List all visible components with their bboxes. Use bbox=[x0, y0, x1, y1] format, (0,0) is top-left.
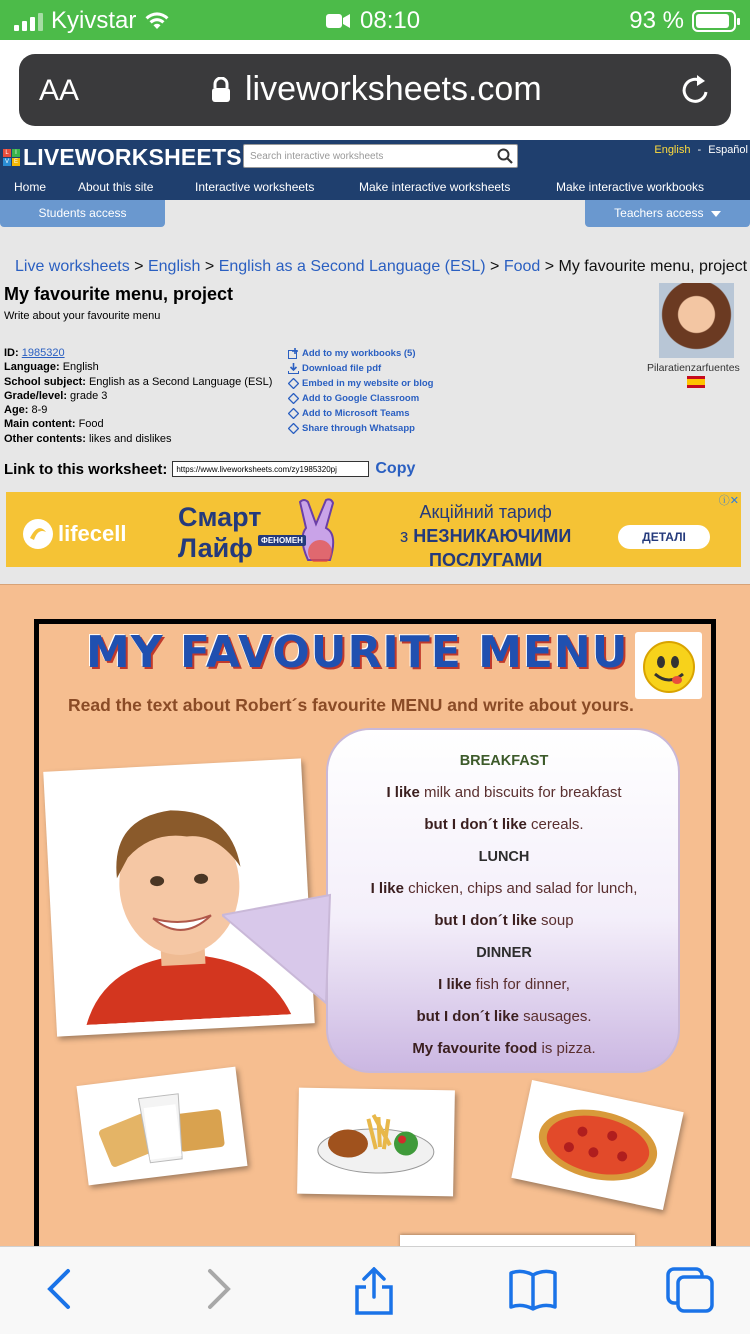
browser-address-area bbox=[0, 40, 750, 140]
access-bar bbox=[0, 200, 750, 228]
whatsapp-share-link[interactable]: Share through Whatsapp bbox=[288, 421, 433, 436]
share-icon[interactable] bbox=[352, 1267, 396, 1315]
lang-english[interactable]: English bbox=[654, 144, 691, 156]
worksheet-description: Write about your favourite menu bbox=[4, 310, 161, 322]
add-to-workbooks-link[interactable]: Add to my workbooks (5) bbox=[288, 346, 433, 361]
ad-brand: lifecell bbox=[22, 518, 126, 550]
status-bar bbox=[0, 0, 750, 40]
diamond-icon bbox=[288, 393, 299, 404]
teachers-access-button[interactable] bbox=[585, 200, 750, 227]
nav-make-workbooks[interactable]: Make interactive workbooks bbox=[556, 180, 705, 194]
students-access-button[interactable]: Students access bbox=[0, 200, 165, 227]
reload-icon[interactable] bbox=[679, 72, 713, 108]
logo-text: LIVEWORKSHEETS bbox=[23, 144, 242, 170]
breadcrumb-live-worksheets[interactable]: Live worksheets bbox=[15, 258, 130, 275]
download-icon bbox=[288, 363, 299, 374]
signal-icon bbox=[14, 11, 43, 31]
lunch-like-line: I like chicken, chips and salad for lunch, bbox=[370, 880, 638, 897]
meta-other-contents: Other contents: likes and dislikes bbox=[4, 432, 172, 445]
url-display[interactable] bbox=[211, 70, 542, 109]
camera-recording-icon bbox=[326, 13, 350, 29]
ad-choices-icon[interactable]: ⓘ✕ bbox=[718, 495, 739, 507]
dinner-dislike-line: but I don´t like sausages. bbox=[416, 1008, 592, 1025]
battery-icon bbox=[692, 10, 736, 32]
worksheet-link-field[interactable] bbox=[172, 461, 369, 477]
breadcrumb bbox=[15, 258, 747, 276]
partial-card bbox=[400, 1235, 635, 1246]
diamond-icon bbox=[288, 423, 299, 434]
meta-language: Language: English bbox=[4, 361, 99, 374]
meta-id: ID: 1985320 bbox=[4, 347, 65, 359]
url-text: liveworksheets.com bbox=[245, 70, 542, 108]
breadcrumb-food[interactable]: Food bbox=[503, 258, 541, 275]
breakfast-dislike-line: but I don´t like cereals. bbox=[424, 816, 584, 833]
meta-main-content: Main content: Food bbox=[4, 418, 104, 431]
copy-button[interactable]: Copy bbox=[375, 460, 416, 477]
breadcrumb-separator: > bbox=[544, 258, 555, 275]
battery-percent: 93 % bbox=[629, 7, 684, 34]
breakfast-heading: BREAKFAST bbox=[459, 753, 549, 769]
worksheet-info bbox=[0, 228, 750, 584]
site-logo[interactable] bbox=[3, 144, 242, 171]
breadcrumb-esl[interactable]: English as a Second Language (ESL) bbox=[218, 258, 486, 275]
microsoft-teams-link[interactable]: Add to Microsoft Teams bbox=[288, 406, 433, 421]
lifecell-logo-icon bbox=[22, 518, 54, 550]
back-icon[interactable] bbox=[44, 1267, 74, 1311]
speech-bubble-text bbox=[328, 745, 680, 1065]
forward-icon[interactable] bbox=[204, 1267, 234, 1311]
lock-icon bbox=[211, 77, 231, 103]
milk-biscuits-icon bbox=[77, 1067, 248, 1186]
yummy-face-icon bbox=[635, 632, 702, 699]
ad-banner[interactable] bbox=[6, 492, 741, 567]
breadcrumb-separator: > bbox=[134, 258, 144, 275]
worksheet-canvas bbox=[0, 584, 750, 1246]
tabs-icon[interactable] bbox=[666, 1267, 714, 1313]
bookmarks-icon[interactable] bbox=[508, 1267, 558, 1311]
breadcrumb-current: My favourite menu, project bbox=[558, 258, 748, 275]
ad-badge: ФЕНОМЕН bbox=[258, 535, 306, 546]
author-name[interactable]: Pilaratienzarfuentes bbox=[647, 362, 740, 374]
status-left bbox=[14, 7, 170, 35]
logo-mark: L I V E bbox=[4, 150, 18, 165]
chicken-chips-salad-image bbox=[297, 1088, 455, 1197]
chicken-plate-icon bbox=[297, 1088, 455, 1197]
search-icon[interactable] bbox=[497, 148, 513, 164]
diamond-icon bbox=[288, 408, 299, 419]
lang-separator: - bbox=[697, 144, 702, 156]
dinner-heading: DINNER bbox=[476, 945, 532, 961]
status-center bbox=[326, 7, 420, 35]
breakfast-like-line: I like milk and biscuits for breakfast bbox=[386, 784, 622, 801]
wifi-icon bbox=[144, 11, 170, 31]
ad-promo: Акційний тариф з НЕЗНИКАЮЧИМИ ПОСЛУГАМИ bbox=[400, 502, 572, 567]
site-header bbox=[0, 140, 750, 200]
embed-link[interactable]: Embed in my website or blog bbox=[288, 376, 433, 391]
worksheet-link-label: Link to this worksheet: bbox=[4, 460, 168, 478]
diamond-icon bbox=[288, 378, 299, 389]
breadcrumb-english[interactable]: English bbox=[147, 258, 201, 275]
lunch-dislike-line: but I don´t like soup bbox=[434, 912, 574, 929]
download-pdf-link[interactable]: Download file pdf bbox=[288, 361, 433, 376]
worksheet-actions bbox=[288, 346, 433, 436]
worksheet-link-row bbox=[4, 460, 415, 478]
teachers-access-label: Teachers access bbox=[614, 206, 704, 220]
milk-biscuits-image bbox=[77, 1067, 248, 1186]
lunch-heading: LUNCH bbox=[478, 849, 530, 865]
emoji-image bbox=[635, 632, 702, 699]
meta-grade: Grade/level: grade 3 bbox=[4, 389, 108, 402]
nav-home[interactable]: Home bbox=[14, 180, 47, 194]
worksheet-id-link[interactable]: 1985320 bbox=[21, 347, 65, 359]
search-input[interactable] bbox=[243, 144, 518, 168]
ad-details-button[interactable]: ДЕТАЛІ bbox=[618, 525, 710, 549]
nav-make-worksheets[interactable]: Make interactive worksheets bbox=[359, 180, 511, 194]
main-nav bbox=[0, 180, 750, 200]
spain-flag-icon bbox=[687, 376, 705, 388]
google-classroom-link[interactable]: Add to Google Classroom bbox=[288, 391, 433, 406]
meta-subject: School subject: English as a Second Language (ESL) bbox=[4, 375, 273, 388]
ad-product: Смарт Лайф bbox=[178, 502, 262, 563]
carrier-name: Kyivstar bbox=[51, 7, 137, 34]
lang-spanish[interactable]: Español bbox=[708, 144, 748, 156]
add-icon bbox=[288, 348, 299, 359]
status-right bbox=[629, 7, 736, 35]
page-title: My favourite menu, project bbox=[4, 284, 234, 304]
dinner-like-line: I like fish for dinner, bbox=[438, 976, 570, 993]
worksheet-heading: MY FAVOURITE MENU bbox=[86, 627, 629, 678]
author-avatar[interactable] bbox=[659, 283, 734, 358]
breadcrumb-separator: > bbox=[204, 258, 215, 275]
meta-age: Age: 8-9 bbox=[4, 404, 48, 417]
breadcrumb-separator: > bbox=[490, 258, 500, 275]
address-bar[interactable] bbox=[19, 54, 731, 126]
text-size-button[interactable]: AA bbox=[39, 74, 80, 107]
nav-interactive-worksheets[interactable]: Interactive worksheets bbox=[195, 180, 315, 194]
favourite-food-line: My favourite food is pizza. bbox=[412, 1040, 596, 1057]
clock: 08:10 bbox=[360, 7, 421, 34]
speech-bubble-tail bbox=[222, 885, 332, 1005]
search-placeholder: Search interactive worksheets bbox=[250, 151, 384, 162]
worksheet-metadata bbox=[4, 346, 272, 446]
browser-toolbar bbox=[0, 1246, 750, 1334]
worksheet-instruction: Read the text about Robert´s favourite MENU and write about yours. bbox=[68, 695, 634, 715]
victory-hand-icon bbox=[286, 498, 356, 562]
language-switcher bbox=[654, 144, 748, 156]
nav-about[interactable]: About this site bbox=[78, 180, 154, 194]
caret-down-icon bbox=[711, 211, 721, 217]
